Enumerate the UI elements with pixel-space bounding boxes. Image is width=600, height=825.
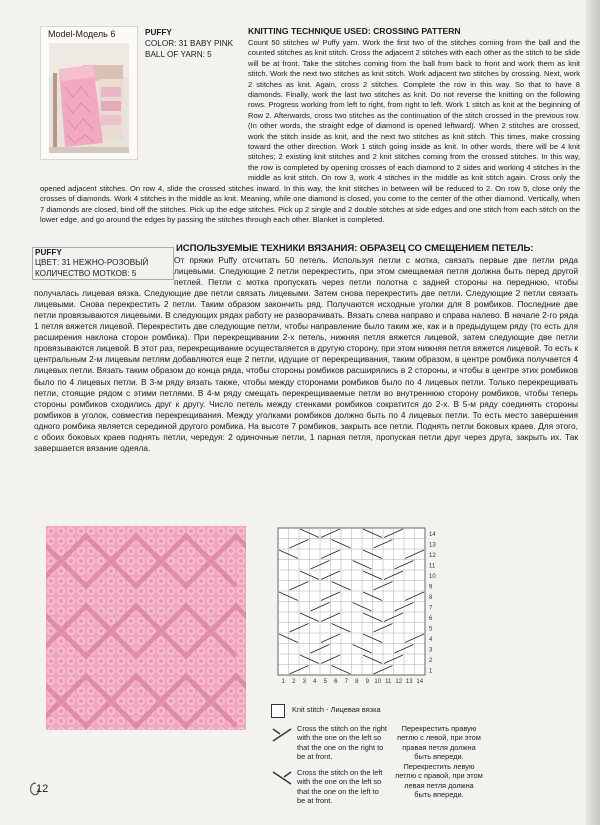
chart-column-number: 10: [374, 679, 382, 685]
english-text-float: [40, 38, 248, 183]
russian-yarn-balls: КОЛИЧЕСТВО МОТКОВ: 5: [35, 268, 137, 278]
english-yarn-color: COLOR: 31 BABY PINK: [145, 39, 234, 48]
cross-left-english: Cross the stitch on the left with the one on the left so that the one on the left to be at front.: [297, 768, 383, 806]
english-yarn-balls: BALL OF YARN: 5: [145, 50, 212, 59]
cross-right-russian: Перекрестить правую петлю с левой, при этом правая петля должна быть впереди.: [397, 724, 481, 762]
chart-row-number: 10: [429, 574, 436, 580]
cross-left-legend-icon: [271, 770, 293, 786]
chart-column-number: 6: [334, 679, 338, 685]
english-yarn-name: PUFFY: [145, 28, 172, 37]
knit-stitch-legend-box: [271, 704, 285, 718]
russian-instructions: [34, 255, 578, 454]
chart-row-number: 2: [429, 658, 433, 664]
russian-text-float: [34, 255, 174, 287]
model-label: Model-Модель 6: [48, 29, 116, 39]
chart-column-number: 2: [292, 679, 296, 685]
chart-row-number: 4: [429, 637, 433, 643]
russian-technique-title: ИСПОЛЬЗУЕМЫЕ ТЕХНИКИ ВЯЗАНИЯ: ОБРАЗЕЦ СО СМЕЩЕНИЕМ ПЕТЕЛЬ:: [176, 243, 534, 254]
chart-column-number: 1: [281, 679, 285, 685]
english-technique-title: KNITTING TECHNIQUE USED: CROSSING PATTERN: [248, 26, 461, 36]
chart-column-number: 12: [395, 679, 403, 685]
chart-row-number: 1: [429, 668, 433, 675]
chart-column-number: 8: [355, 679, 359, 685]
russian-yarn-color: ЦВЕТ: 31 НЕЖНО-РОЗОВЫЙ: [35, 258, 149, 268]
chart-row-number: 3: [429, 647, 433, 654]
english-instructions-text: Count 50 stitches w/ Puffy yarn. Work the first two of the stitches coming from the ball and the counted stitches as knit stitch. Cross the adjacent 2 stitches with each other as the stitch to be slide will be at front. Take the stitches coming from the ball from back to front and work them as knit stitch. Work the next two stitches as knit stitch. Work adjacent two stitches by crossing. Next, work 2 stitches as knit. Again, cross 2 stitches. Complete the row in this way. So that to have 8 diamonds. Finally, work the last two stitches as knit. Do not reverse the knitting on the following rows. Progress working from left to right, from right to left. Work 1 stitch as knit at the beginning of Row 2. Afterwards, cross two stitches as the continuation of the stitch crossed in the previous row. (In other words, the straight edge of diamond is opened leftward). When 2 stitches are crossed, work the stitch inside as knit, and the next two stitches as knit stitch. This times, make crossing toward the other direction. Work 1 stitch going inside as knit. In other words, there will be 4 knit stitches; 2 existing knit stitches and 2 knit stitches coming from the crossed stitches. In this way, the row is completed by opening crosses of each diamond to 2 sides and working 4 stitches in the middle as knit stitch. On row 3, work 4 stitches in the middle as knit stitch again. Cross only the opened adjacent stitches. On row 4, slide the crossed stitches inward. In this way, the knit stitches in between will be reduced to 2. On row 5, close only the crosses of diamonds. Work 4 stitches in the middle as knit. Meaning, while one diamond is closed, you come to the center of the other diamond. Vertically, when 7 diamonds are closed, bind off the stitches. Pick up the edge stitches. Pick up 2 single and 2 double stitches at side edges and one stitch from each stitch on the lower edge, and go around the edges by passing the stitches through each other. Blanket is completed.: [40, 38, 580, 224]
chart-column-number: 11: [385, 679, 392, 685]
chart-column-number: 7: [344, 679, 348, 685]
chart-row-number: 7: [429, 605, 433, 612]
chart-row-number: 9: [429, 584, 433, 591]
chart-row-number: 6: [429, 616, 433, 622]
chart-column-number: 4: [313, 679, 317, 685]
knitting-chart: [272, 524, 442, 694]
chart-column-number: 9: [365, 679, 369, 685]
chart-column-number: 5: [323, 679, 327, 685]
russian-instructions-text: От пряжи Puffy отсчитать 50 петель. Используя петли с мотка, связать первые две петли ряда лицевыми. Следующие 2 петли перекрестить, при этом смещаемая петля должна быть перед другой петлей. Петли с мотка пропускать через петли полотна с задней стороны на переднюю, чтобы получалась лицевая вязка. Следующие две петли связать лицевыми. Затем снова перекрестить две петли. Следующие 2 петли связать лицевыми. Снова перекрестить 2 петли. Таким образом закончить ряд. Получаются исходные уголки для 8 ромбиков. Последние две петли провязываются лицевыми. В следующих рядах работу не разворачивать. Вязать слева направо и справа налево. В начале 2-го ряда 1 петля вяжется лицевой. Перекрестить две следующие петли, чтобы направление было таким же, как и в предыдущем ряду (то есть для расширения наклона сторон ромбика). При перекрещивании 2-х петель, нижняя петля вяжется лицевой, затем следующие две петли провязываются лицевой. В этот раз, перекрещивание осуществляется в другую сторону, при этом нижняя петля вяжется лицевой. То есть к центральным 2-м лицевым петлям добавляются еще 2 петли, идущие от перекрещивания, таким образом, в центре ромбика получается 4 лицевых петли. Вязать таким образом до конца ряда, чтобы стороны ромбиков расширялись в 2 стороны, и чтобы в центре этих ромбиков было по 4 лицевых петли. В 3-м ряду вязать также, чтобы между сторонами ромбиков было по 4 лицевых петли. Только перекрещивать петли, стоящие рядом с этими петлями. В 4-м ряду смещать перекрещиваемые петли во внутреннюю сторону ромбиков, чтобы теперь стороны ромбиков сходились друг к другу. Число петель между стенками ромбиков сократится до 2-х. В 5-м ряду соединять стороны ромбиков в уголок, совместив перекрещивания. Между уголками ромбиков должно быть по 4 лицевых петли. То есть место завершения одного ромбика является серединой другого ромбика. На высоте 7 ромбиков, закрыть все петли. Поднять петли боковых краев. Для этого, с обоих боковых краев поднять петли, чередуя: 2 одиночные петли, 1 парная петля, пропуская петли друг через друга, закрыть их. Так завершается вязание одеяла.: [34, 255, 578, 453]
chart-column-number: 13: [405, 679, 413, 685]
cross-right-legend-icon: [271, 727, 293, 743]
chart-column-number: 14: [416, 679, 424, 685]
page-binding-shadow: [586, 0, 600, 825]
chart-row-number: 11: [429, 563, 436, 570]
chart-column-number: 3: [302, 679, 306, 685]
page-number: 12: [36, 783, 49, 795]
russian-yarn-name: PUFFY: [35, 248, 62, 257]
chart-row-number: 14: [429, 532, 436, 538]
chart-row-number: 12: [429, 553, 436, 559]
english-instructions: [40, 38, 580, 225]
knitted-swatch-photo: [46, 526, 246, 730]
chart-row-number: 5: [429, 626, 433, 633]
cross-left-russian: Перекрестить левую петлю с правой, при этом левая петля должна быть впереди.: [395, 762, 483, 800]
chart-row-number: 13: [429, 542, 436, 549]
knit-stitch-legend-label: Knit stitch - Лицевая вязка: [292, 705, 381, 714]
chart-row-number: 8: [429, 595, 433, 601]
cross-right-english: Cross the stitch on the right with the one on the left so that the one on the right to be at front.: [297, 724, 387, 762]
